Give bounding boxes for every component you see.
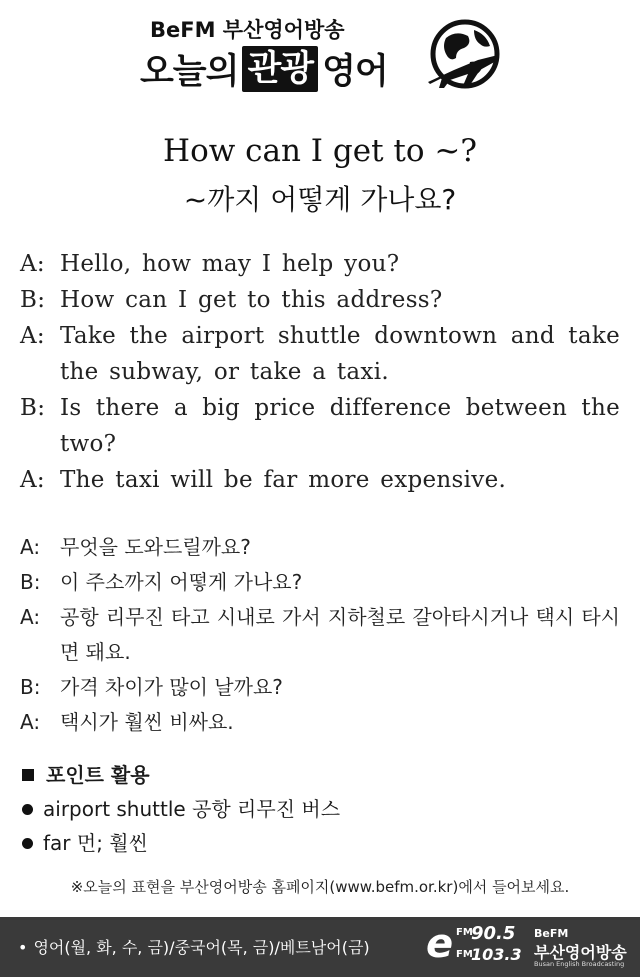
frequency-secondary: 103.3 (471, 945, 522, 964)
footer (0, 917, 640, 977)
speaker-label: B: (20, 675, 41, 699)
dialog-text: Take the airport shuttle downtown and take the subway, or take a taxi. (60, 323, 620, 385)
dialog-text: Hello, how may I help you? (60, 251, 400, 277)
dialog-line (20, 565, 620, 600)
dialog-text: The taxi will be far more expensive. (60, 467, 507, 493)
key-points-title: 포인트 활용 (46, 763, 150, 787)
station-logo-letter: e (426, 921, 454, 967)
speaker-label: A: (20, 535, 41, 559)
dialog-line (20, 282, 620, 318)
broadcast-schedule (18, 935, 370, 958)
key-point-item (22, 826, 340, 860)
speaker-label: B: (20, 395, 46, 421)
frequency-primary: 90.5 (471, 923, 516, 944)
speaker-label: A: (20, 323, 45, 349)
station-brand: BeFM (534, 927, 569, 940)
bullet-dot-icon (22, 804, 33, 815)
key-point-text: far 먼; 훨씬 (43, 831, 148, 855)
dialog-korean (20, 530, 620, 740)
dialog-text: 이 주소까지 어떻게 가나요? (60, 570, 303, 594)
dialog-line (20, 670, 620, 705)
speaker-label: B: (20, 287, 46, 313)
fm-label: FM (456, 949, 473, 960)
fm-label: FM (456, 927, 473, 938)
square-bullet-icon (22, 769, 34, 781)
dialog-line (20, 530, 620, 565)
dialog-text: How can I get to this address? (60, 287, 443, 313)
logo-text-post: 영어 (322, 52, 388, 92)
program-logo (140, 44, 388, 94)
key-point-item (22, 792, 340, 826)
dialog-text: 가격 차이가 많이 날까요? (60, 675, 283, 699)
key-points-heading (22, 758, 340, 792)
dialog-english (20, 246, 620, 498)
speaker-label: A: (20, 710, 41, 734)
speaker-label: B: (20, 570, 41, 594)
key-point-text: airport shuttle 공항 리무진 버스 (43, 797, 341, 821)
brand-name: BeFM 부산영어방송 (150, 18, 345, 42)
schedule-bullet: • (18, 938, 28, 957)
dialog-text: 공항 리무진 타고 시내로 가서 지하철로 갈아타시거나 택시 타시면 돼요. (60, 605, 620, 664)
dialog-line (20, 462, 620, 498)
logo-text-box: 관광 (242, 46, 318, 92)
website-note: ※오늘의 표현을 부산영어방송 홈페이지(www.befm.or.kr)에서 들어보세요. (70, 878, 570, 896)
dialog-line (20, 246, 620, 282)
title-english: How can I get to ~? (163, 133, 477, 169)
dialog-line (20, 318, 620, 390)
logo-text-pre: 오늘의 (140, 52, 239, 92)
dialog-line (20, 390, 620, 462)
station-tagline: Busan English Broadcasting (534, 960, 625, 968)
header (0, 0, 640, 110)
schedule-text: 영어(월, 화, 수, 금)/중국어(목, 금)/베트남어(금) (33, 938, 370, 957)
speaker-label: A: (20, 605, 41, 629)
station-logo (426, 923, 636, 973)
station-name: 부산영어방송 (534, 943, 627, 962)
globe-airplane-icon (424, 16, 506, 96)
dialog-text: 무엇을 도와드릴까요? (60, 535, 251, 559)
bullet-dot-icon (22, 838, 33, 849)
title-korean: ~까지 어떻게 가나요? (183, 183, 457, 216)
key-points (22, 758, 340, 860)
dialog-text: 택시가 훨씬 비싸요. (60, 710, 234, 734)
speaker-label: A: (20, 467, 45, 493)
dialog-text: Is there a big price difference between the two? (60, 395, 620, 457)
dialog-line (20, 600, 620, 670)
dialog-line (20, 705, 620, 740)
speaker-label: A: (20, 251, 45, 277)
